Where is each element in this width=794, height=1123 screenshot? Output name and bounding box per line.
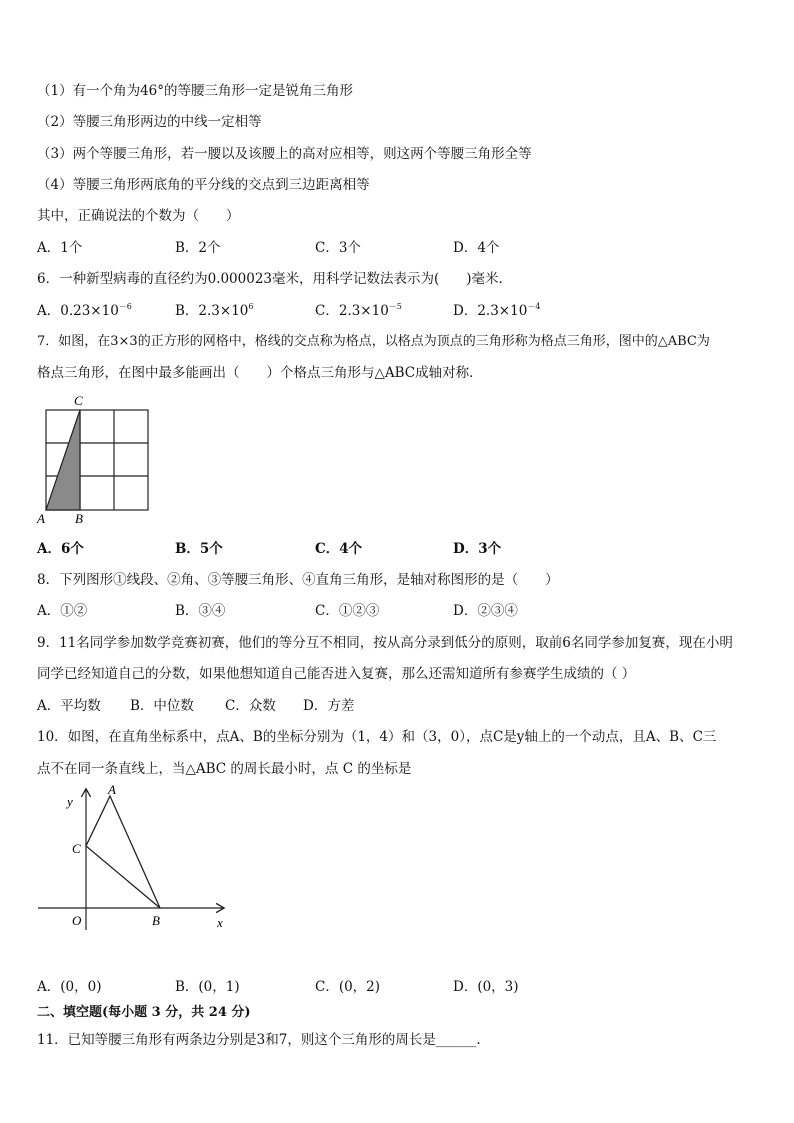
q7-label-b: B xyxy=(75,511,83,526)
q8-option-b: B．③④ xyxy=(175,603,226,619)
q10-line-1: 10．如图，在直角坐标系中，点A、B的坐标分别为（1，4）和（3，0），点C是y轴上的一个动点，且A、B、C三 xyxy=(37,729,717,745)
q10-label-a: A xyxy=(108,782,116,797)
q9-option-c: C．众数 xyxy=(225,698,276,714)
q8-stem: 8．下列图形①线段、②角、③等腰三角形、④直角三角形，是轴对称图形的是（ ） xyxy=(37,572,559,588)
q5-option-a: A．1个 xyxy=(37,240,83,256)
q5-option-b: B．2个 xyxy=(175,240,221,256)
q7-triangle-abc xyxy=(46,410,80,510)
q10-coordinate-figure xyxy=(30,782,240,937)
q5-statement-4: （4）等腰三角形两底角的平分线的交点到三边距离相等 xyxy=(37,177,370,193)
q10-line-2: 点不在同一条直线上，当△ABC 的周长最小时，点 C 的坐标是 xyxy=(37,761,412,777)
q5-statement-2: （2）等腰三角形两边的中线一定相等 xyxy=(37,114,262,130)
q8-option-c: C．①②③ xyxy=(315,603,380,619)
q10-label-o: O xyxy=(72,913,82,928)
q7-line-1: 7．如图，在3×3的正方形的网格中，格线的交点称为格点，以格点为顶点的三角形称为格点三角形，图中的△ABC为 xyxy=(37,334,710,349)
q6-stem: 6．一种新型病毒的直径约为0.000023毫米，用科学记数法表示为( )毫米． xyxy=(37,271,513,287)
q7-label-c: C xyxy=(74,393,83,408)
q9-option-d: D．方差 xyxy=(303,698,355,714)
q9-line-2: 同学已经知道自己的分数，如果他想知道自己能否进入复赛，那么还需知道所有参赛学生成绩的（ ） xyxy=(37,666,636,682)
q8-option-d: D．②③④ xyxy=(453,603,518,619)
q9-option-b: B．中位数 xyxy=(130,698,194,714)
section-heading: 二、填空题(每小题 3 分，共 24 分) xyxy=(37,1005,251,1020)
q7-label-a: A xyxy=(37,511,45,526)
q5-statement-3: （3）两个等腰三角形，若一腰以及该腰上的高对应相等，则这两个等腰三角形全等 xyxy=(37,146,532,162)
q6-option-b: B．$2.3\times 10^6$ xyxy=(175,302,254,319)
q6-option-c: C．$2.3\times 10^{-5}$ xyxy=(315,302,402,319)
q5-statement-1: （1）有一个角为46°的等腰三角形一定是锐角三角形 xyxy=(37,83,354,99)
q11-stem: 11．已知等腰三角形有两条边分别是3和7，则这个三角形的周长是______. xyxy=(37,1032,481,1048)
q7-grid-figure xyxy=(30,392,160,527)
q10-label-c: C xyxy=(72,841,81,856)
q10-label-b: B xyxy=(152,913,160,928)
q10-label-y: y xyxy=(67,794,73,809)
q10-option-a: A．(0，0) xyxy=(37,979,102,995)
q10-option-d: D．(0，3) xyxy=(453,979,519,995)
q6-option-d: D．$2.3\times 10^{-4}$ xyxy=(453,302,541,319)
q7-line-2: 格点三角形，在图中最多能画出（ ）个格点三角形与△ABC成轴对称． xyxy=(37,365,483,381)
q9-option-a: A．平均数 xyxy=(37,698,101,714)
q5-option-c: C．3个 xyxy=(315,240,361,256)
q5-option-d: D．4个 xyxy=(453,240,500,256)
q5-stem: 其中，正确说法的个数为（ ） xyxy=(37,208,240,224)
q10-triangle-abc xyxy=(86,796,160,908)
q7-option-c: C．4个 xyxy=(315,541,363,557)
q9-line-1: 9．11名同学参加数学竞赛初赛，他们的等分互不相同，按从高分录到低分的原则，取前6名同学参加复赛，现在小明 xyxy=(37,635,733,651)
q8-option-a: A．①② xyxy=(37,603,88,619)
q7-option-a: A．6个 xyxy=(37,541,84,557)
q7-option-b: B．5个 xyxy=(175,541,223,557)
q10-label-x: x xyxy=(217,915,223,930)
q10-option-c: C．(0，2) xyxy=(315,979,381,995)
q7-option-d: D．3个 xyxy=(453,541,502,557)
q6-option-a: A．$0.23\times 10^{-6}$ xyxy=(37,302,132,319)
q10-option-b: B．(0，1) xyxy=(175,979,240,995)
